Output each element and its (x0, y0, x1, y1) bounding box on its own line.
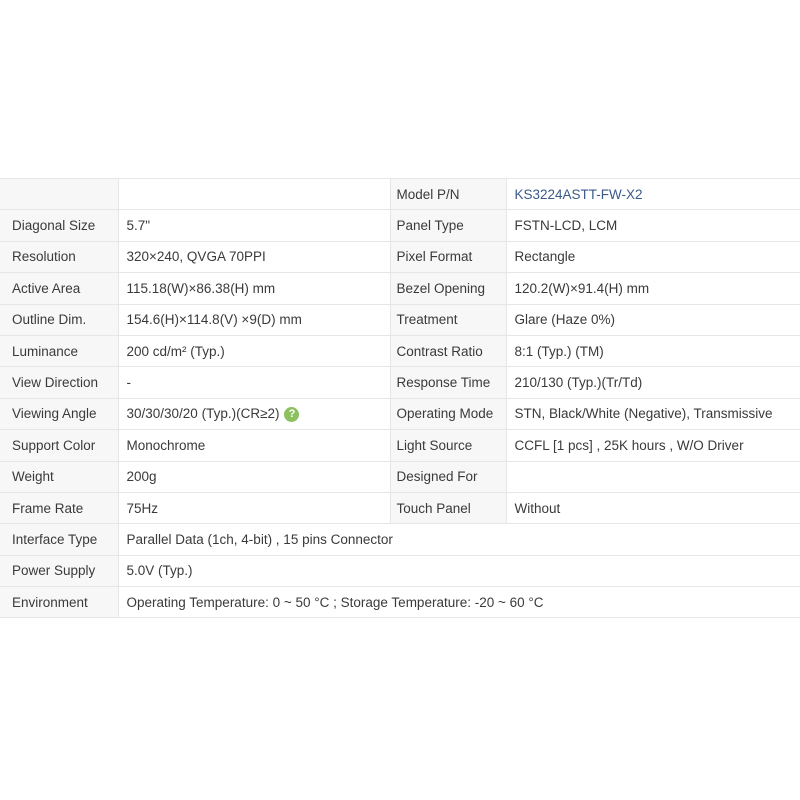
spec-value: 8:1 (Typ.) (TM) (506, 335, 800, 366)
spec-label: Outline Dim. (0, 304, 118, 335)
spec-value (506, 461, 800, 492)
table-row (0, 273, 800, 304)
table-row (0, 587, 800, 618)
spec-label (0, 179, 118, 210)
spec-label: Operating Mode (390, 398, 506, 429)
spec-label: Resolution (0, 241, 118, 272)
spec-label: Designed For (390, 461, 506, 492)
spec-label: Touch Panel (390, 492, 506, 523)
spec-label: Contrast Ratio (390, 335, 506, 366)
table-row (0, 367, 800, 398)
spec-label: Response Time (390, 367, 506, 398)
table-row (0, 304, 800, 335)
spec-label: Weight (0, 461, 118, 492)
spec-label: Frame Rate (0, 492, 118, 523)
spec-value: 210/130 (Typ.)(Tr/Td) (506, 367, 800, 398)
spec-label: Viewing Angle (0, 398, 118, 429)
spec-value: 154.6(H)×114.8(V) ×9(D) mm (118, 304, 390, 335)
spec-value: 30/30/30/20 (Typ.)(CR≥2) (126, 405, 280, 421)
table-row (0, 461, 800, 492)
spec-label: Panel Type (390, 210, 506, 241)
model-pn-value: KS3224ASTT-FW-X2 (506, 179, 800, 210)
spec-label: Diagonal Size (0, 210, 118, 241)
spec-value: Glare (Haze 0%) (506, 304, 800, 335)
table-row (0, 430, 800, 461)
spec-label: Interface Type (0, 524, 118, 555)
spec-label: Treatment (390, 304, 506, 335)
spec-value: 75Hz (118, 492, 390, 523)
spec-value: STN, Black/White (Negative), Transmissive (506, 398, 800, 429)
spec-value: 5.0V (Typ.) (118, 555, 800, 586)
spec-value: 200g (118, 461, 390, 492)
spec-value: 200 cd/m² (Typ.) (118, 335, 390, 366)
spec-value: 5.7" (118, 210, 390, 241)
table-row (0, 524, 800, 555)
spec-table (0, 178, 800, 618)
question-circle-icon[interactable]: ? (284, 407, 299, 422)
spec-value: Operating Temperature: 0 ~ 50 °C ; Storage Temperature: -20 ~ 60 °C (118, 587, 800, 618)
spec-value: 120.2(W)×91.4(H) mm (506, 273, 800, 304)
spec-value: Rectangle (506, 241, 800, 272)
spec-value: Parallel Data (1ch, 4-bit) , 15 pins Connector (118, 524, 800, 555)
spec-label: Luminance (0, 335, 118, 366)
spec-label: Model P/N (390, 179, 506, 210)
spec-label: Support Color (0, 430, 118, 461)
spec-value: Monochrome (118, 430, 390, 461)
table-row (0, 555, 800, 586)
table-row (0, 179, 800, 210)
spec-value: 320×240, QVGA 70PPI (118, 241, 390, 272)
spec-label: Bezel Opening (390, 273, 506, 304)
table-row (0, 335, 800, 366)
spec-value: 115.18(W)×86.38(H) mm (118, 273, 390, 304)
spec-label: Environment (0, 587, 118, 618)
table-row (0, 398, 800, 429)
spec-label: View Direction (0, 367, 118, 398)
spec-label: Light Source (390, 430, 506, 461)
spec-label: Power Supply (0, 555, 118, 586)
table-row (0, 241, 800, 272)
viewing-angle-cell (118, 398, 390, 429)
spec-value: Without (506, 492, 800, 523)
table-row (0, 210, 800, 241)
spec-label: Active Area (0, 273, 118, 304)
spec-value: CCFL [1 pcs] , 25K hours , W/O Driver (506, 430, 800, 461)
spec-value: - (118, 367, 390, 398)
table-row (0, 492, 800, 523)
spec-value (118, 179, 390, 210)
spec-label: Pixel Format (390, 241, 506, 272)
spec-value: FSTN-LCD, LCM (506, 210, 800, 241)
